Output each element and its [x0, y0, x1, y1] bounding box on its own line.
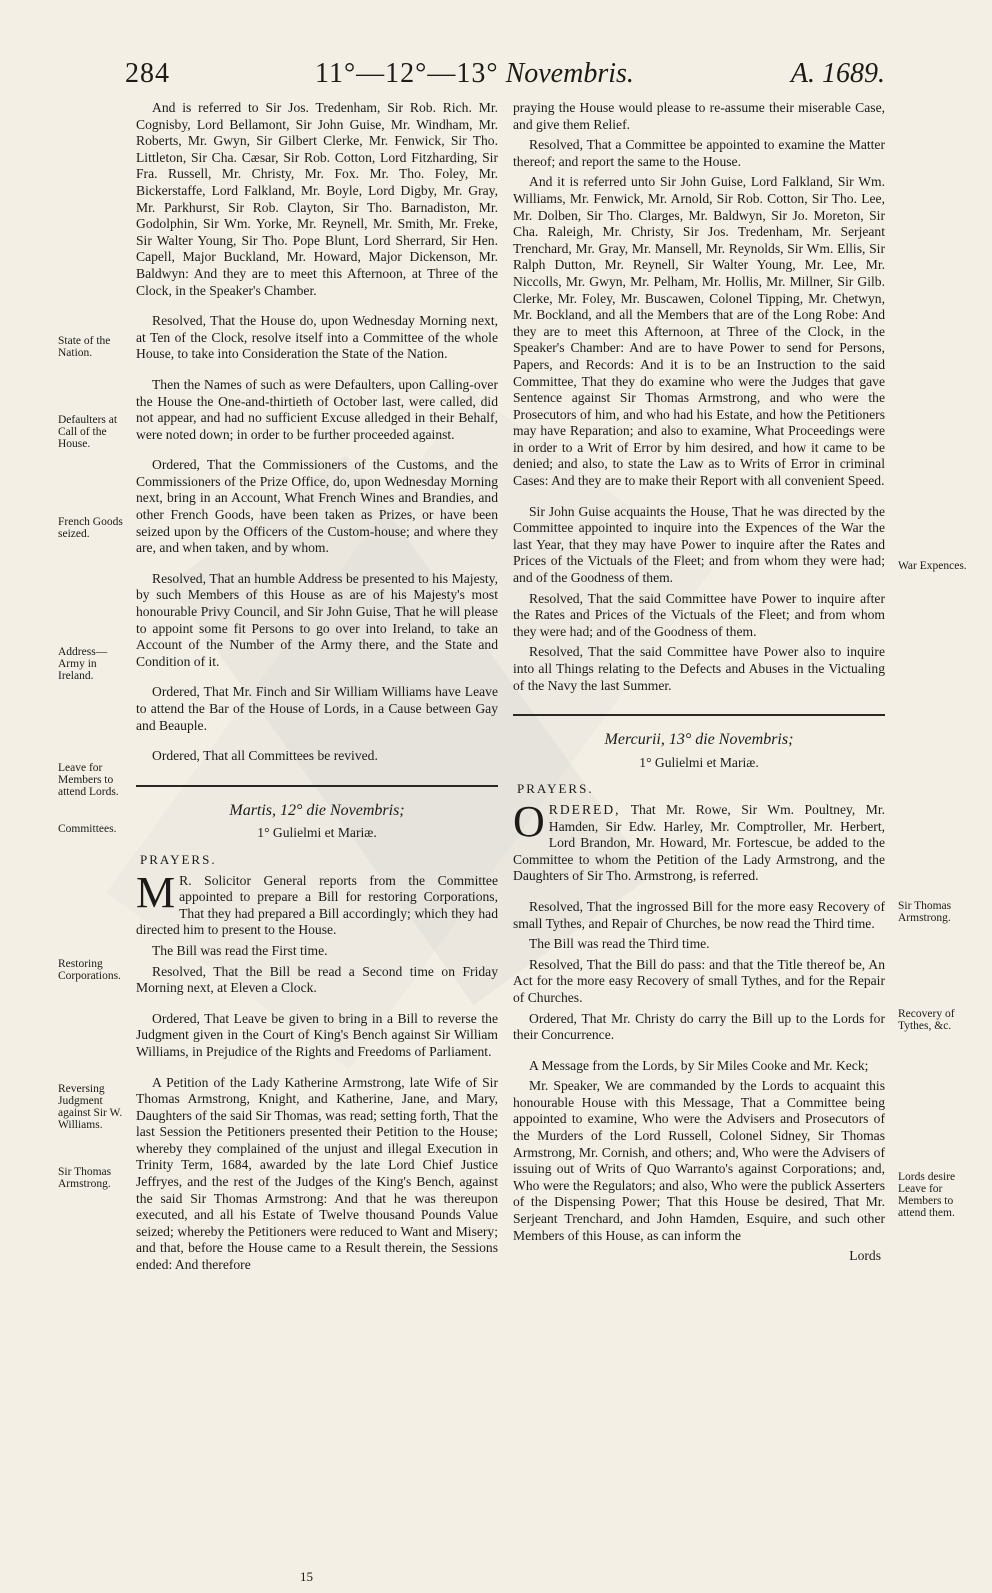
prayers-heading: PRAYERS.	[517, 781, 594, 797]
page-number: 284	[125, 58, 170, 89]
margin-note: Defaulters at Call of the House.	[58, 414, 118, 450]
margin-note: Sir Thomas Armstrong.	[898, 900, 952, 924]
paragraph: Resolved, That the said Committee have Power also to inquire into all Things relating to the Defects and Abuses in the Victualing of the Navy the last Summer.	[513, 644, 885, 693]
paragraph	[513, 796, 885, 885]
ordered-caps: RDERED,	[548, 801, 621, 817]
reign-line: 1° Gulielmi et Mariæ.	[257, 825, 377, 841]
paragraph: Ordered, That Leave be given to bring in a Bill to reverse the Judgment given in the Court of King's Bench against Sir William Williams, in Prejudice of the Rights and Freedoms of Parliament.	[136, 1010, 498, 1059]
paragraph: Mr. Speaker, We are commanded by the Lords to acquaint this honourable House with this Message, That a Committee being appointed to examine, Who were the Advisers and Prosecutors of the Murders of the Lord Russell, Colonel Sidney, Sir Thomas Armstrong, Mr. Cornish, and others; and, Who were the Advisers of issuing out of Writs of Quo Warranto's against Corporations; and, Who were the Regulators; and also, Who were the publick Asserters of the Dispensing Power; That this House be desired, That Mr. Serjeant Trenchard, and John Hamden, Esquire, and such other Members of this House, as can inform the	[513, 1078, 885, 1243]
paragraph: Ordered, That all Committees be revived.	[152, 748, 378, 764]
running-head-dates: 11°—12°—13°	[315, 58, 499, 89]
paragraph: Resolved, That a Committee be appointed to examine the Matter thereof; and report the same to the House.	[513, 137, 885, 169]
paragraph: Resolved, That the said Committee have Power to inquire after the Rates and Prices of the Victuals of the Fleet; and from whom they were had; and of the Goodness of them.	[513, 590, 885, 639]
paragraph: Resolved, That the ingrossed Bill for the more easy Recovery of small Tythes, and Repair of Churches, be now read the Third time.	[513, 898, 885, 931]
paragraph: The Bill was read the Third time.	[529, 936, 710, 952]
paragraph: A Petition of the Lady Katherine Armstrong, late Wife of Sir Thomas Armstrong, Knight, and Katherine, Jane, and Mary, Daughters of the said Sir Thomas, was read; setting forth, That the last Session the Petitioners presented their Petition to the House; whereby they complained of the unjust and illegal Execution in Trinity Term, 1684, awarded by the late Lord Chief Justice Jeffryes, and the rest of the Judges of the King's Bench, against the said Sir Thomas Armstrong: And that he was thereupon executed, and all his Estate of Twelve thousand Pounds Value seized; whereby the Petitioners were reduced to Want and Misery; and that, before the House came to a Result therein, the Sessions ended: And therefore	[136, 1074, 498, 1273]
margin-note: State of the Nation.	[58, 335, 111, 359]
margin-note: War Expences.	[898, 560, 967, 572]
running-head	[315, 58, 634, 90]
paragraph: Resolved, That the House do, upon Wednesday Morning next, at Ten of the Clock, resolve itself into a Committee of the whole House, to take into Consideration the State of the Nation.	[136, 313, 498, 362]
margin-note: Lords desire Leave for Members to attend them.	[898, 1171, 956, 1219]
paragraph-text: R. Solicitor General reports from the Committee appointed to prepare a Bill for restoring Corporations, That they had prepared a Bill accordingly; which they had directed him to present to the House.	[136, 872, 498, 938]
day-heading: Mercurii, 13° die Novembris;	[604, 731, 794, 749]
paragraph: Resolved, That an humble Address be presented to his Majesty, by such Members of this House as are of his Majesty's most honourable Privy Council, and Sir John Guise, That he will please to appoint some fit Persons to go over into Ireland, to take an Account of the Number of the Army there, and the State and Condition of it.	[136, 570, 498, 669]
paragraph: praying the House would please to re-assume their miserable Case, and give them Relief.	[513, 100, 885, 132]
margin-note: Address— Army in Ireland.	[58, 646, 108, 682]
left-column	[136, 100, 498, 1278]
margin-note: French Goods seized.	[58, 516, 123, 540]
section-divider	[513, 714, 885, 716]
paragraph	[136, 867, 498, 939]
margin-note: Reversing Judgment against Sir W. Williams.	[58, 1083, 123, 1131]
paragraph: A Message from the Lords, by Sir Miles Cooke and Mr. Keck;	[529, 1057, 869, 1073]
prayers-heading: PRAYERS.	[140, 851, 217, 867]
margin-note: Recovery of Tythes, &c.	[898, 1008, 955, 1032]
paragraph: And it is referred unto Sir John Guise, Lord Falkland, Sir Wm. Williams, Mr. Fenwick, Mr. Arnold, Sir Rob. Cotton, Sir Tho. Lee, Mr. Dolben, Sir Tho. Clarges, Mr. Baldwyn, Sir Jo. Moreton, Sir Cha. Raleigh, Mr. Christy, Sir Jos. Tredenham, Mr. Serjeant Trenchard, Mr. Gray, Mr. Mansell, Mr. Reynolds, Sir Wm. Ellis, Sir Ralph Dutton, Mr. Reynell, Sir Walter Young, Mr. Lee, Mr. Niccolls, Mr. Gwyn, Mr. Pelham, Mr. Hollis, Mr. Millner, Sir Gilb. Clerke, Mr. Foley, Mr. Buscawen, Colonel Tipping, Mr. Chetwyn, Mr. Bockland, and all the Members that are of the Long Robe: And they are to meet this Afternoon, at Three of the Clock, in the Speaker's Chamber: And are to have Power to send for Persons, Papers, and Records: And it is to be an Instruction to the said Committee, That they do examine who were the Judges that gave Sentence against Sir Thomas Armstrong, and who were the Prosecutors of him, and who had his Estate, and how the Petitioners may have Reparation; and also to examine, What Proceedings were in order to a Writ of Error by him desired, and how it came to be denied; and also, to state the Law as to Writs of Error in criminal Cases: And they are to make their Report with all convenient Speed.	[513, 174, 885, 489]
paragraph: Ordered, That the Commissioners of the Customs, and the Commissioners of the Prize Office, do, upon Wednesday Morning next, bring in an Account, What French Wines and Brandies, and other French Goods, have been taken as Prizes, or have been seized upon by the Officers of the Custom-house; and where they are, and when taken, and by whom.	[136, 457, 498, 556]
paragraph: Sir John Guise acquaints the House, That he was directed by the Committee appointed to inquire into the Expences of the War the last Year, that they may have Power to inquire after the Rates and Prices of the Victuals of the Fleet; and from whom they were had; and of the Goodness of them.	[513, 503, 885, 586]
margin-note: Committees.	[58, 823, 117, 835]
page-header	[125, 58, 885, 98]
margin-note: Sir Thomas Armstrong.	[58, 1166, 112, 1190]
paragraph: And is referred to Sir Jos. Tredenham, Sir Rob. Rich. Mr. Cognisby, Lord Bellamont, Sir John Guise, Mr. Windham, Mr. Roberts, Mr. Gwyn, Sir Gilbert Clerke, Mr. Fenwick, Sir Tho. Littleton, Sir Cha. Cæsar, Sir Rob. Cotton, Lord Fitzharding, Sir Fra. Russell, Mr. Christy, Mr. Fox. Mr. Tho. Foley, Mr. Bickerstaffe, Lord Falkland, Mr. Boyle, Lord Digby, Mr. Gray, Mr. Parkhurst, Sir Rob. Clayton, Sir Tho. Barnadiston, Mr. Godolphin, Sir Wm. Yorke, Mr. Reynell, Mr. Smith, Mr. Freke, Sir Walter Young, Sir Tho. Pope Blunt, Lord Sherrard, Sir Hen. Capell, Major Buckland, Mr. Howard, Major Dickenson, Mr. Baldwyn: And they are to meet this Afternoon, at Three of the Clock, in the Speaker's Chamber.	[136, 100, 498, 298]
running-head-month: Novembris.	[505, 58, 634, 89]
running-head-year: A. 1689.	[790, 58, 885, 89]
drop-cap: M	[136, 867, 176, 917]
drop-cap: O	[513, 796, 545, 846]
paragraph: Ordered, That Mr. Finch and Sir William Williams have Leave to attend the Bar of the House of Lords, in a Cause between Gay and Beauple.	[136, 684, 498, 733]
section-divider	[136, 785, 498, 787]
paragraph: Ordered, That Mr. Christy do carry the Bill up to the Lords for their Concurrence.	[513, 1010, 885, 1043]
catchword: Lords	[849, 1248, 881, 1264]
reign-line: 1° Gulielmi et Mariæ.	[639, 754, 759, 770]
paragraph: The Bill was read the First time.	[152, 942, 328, 958]
right-column	[513, 100, 885, 1265]
paragraph: Then the Names of such as were Defaulters, upon Calling-over the House the One-and-thirtieth of October last, were called, did not appear, and had no sufficient Excuse alledged in their Behalf, were noted down; in order to be further proceeded against.	[136, 376, 498, 442]
paragraph-text: That Mr. Rowe, Sir Wm. Poultney, Mr. Hamden, Sir Edw. Harley, Mr. Comptroller, Mr. Herbert, Lord Brandon, Mr. Howard, Mr. Fortescue, be added to the Committee to whom the Petition of the Lady Armstrong, and the Daughters of Sir Tho. Armstrong, is referred.	[513, 801, 885, 884]
margin-note: Leave for Members to attend Lords.	[58, 762, 119, 798]
day-heading: Martis, 12° die Novembris;	[229, 801, 405, 819]
margin-note: Restoring Corporations.	[58, 958, 121, 982]
signature-mark: 15	[300, 1569, 313, 1584]
paragraph: Resolved, That the Bill be read a Second time on Friday Morning next, at Eleven a Clock.	[136, 963, 498, 996]
paragraph: Resolved, That the Bill do pass: and that the Title thereof be, An Act for the more easy Recovery of small Tythes, and for the Repair of Churches.	[513, 956, 885, 1005]
